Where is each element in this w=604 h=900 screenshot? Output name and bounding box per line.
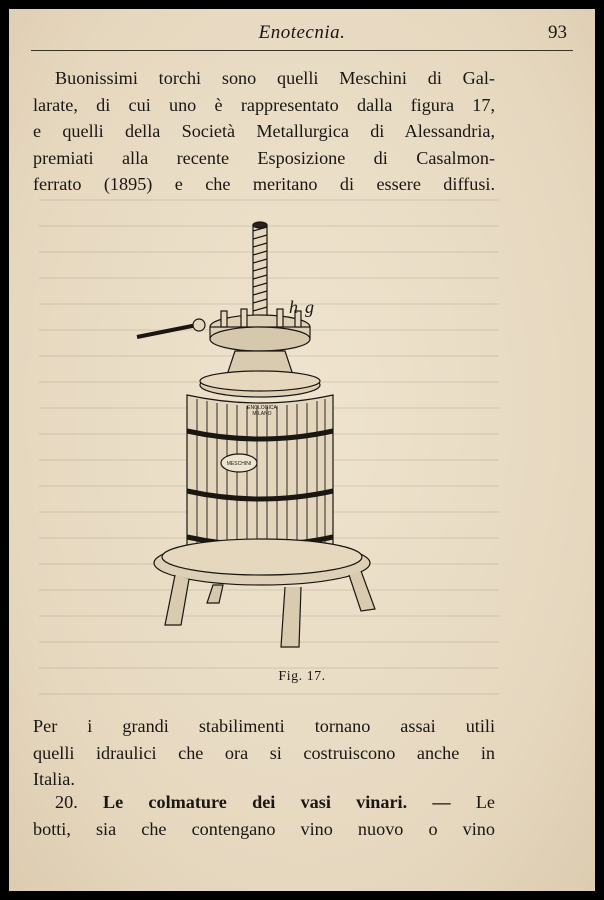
text-line: premiati alla recente Esposizione di Casalmon- bbox=[33, 147, 495, 168]
header-rule bbox=[31, 50, 573, 51]
book-page bbox=[9, 9, 595, 891]
text-line: ferrato (1895) e che meritano di essere diffusi. bbox=[33, 174, 495, 194]
press-leg bbox=[281, 587, 301, 647]
plate-text-line1: ENOLOGICA bbox=[247, 405, 277, 411]
press-barrel bbox=[187, 395, 333, 556]
page-number: 93 bbox=[548, 22, 567, 43]
em-dash: — bbox=[432, 792, 451, 812]
section-heading-line bbox=[33, 789, 495, 816]
badge-text: MESCHINI bbox=[226, 461, 252, 467]
text-line: Buonissimi torchi sono quelli Meschini di Gal- bbox=[55, 68, 495, 88]
label-g: g bbox=[305, 297, 314, 317]
press-leg bbox=[349, 571, 375, 611]
section-heading: Le colmature dei vasi vinari. bbox=[102, 792, 408, 812]
running-title: Enotecnia. bbox=[258, 22, 346, 43]
label-h: h bbox=[289, 297, 298, 317]
lever-arm bbox=[137, 325, 197, 337]
spout bbox=[207, 585, 223, 603]
section-number: 20. bbox=[55, 792, 78, 812]
running-head bbox=[31, 22, 573, 48]
section-20 bbox=[33, 789, 495, 842]
text-line: Italia. bbox=[33, 769, 75, 789]
text-line: botti, sia che contengano vino nuovo o vino bbox=[33, 818, 495, 839]
text-line: quelli idraulici che ora si costruiscono anche in bbox=[33, 742, 495, 763]
paragraph-hydraulic bbox=[33, 713, 495, 793]
paragraph-presses bbox=[33, 65, 495, 198]
plate-text-line2: MILANO bbox=[252, 411, 272, 417]
text-line: larate, di cui uno è rappresentato dalla figura 17, bbox=[33, 94, 495, 115]
section-lead-word: Le bbox=[475, 792, 495, 812]
wine-press-illustration bbox=[117, 215, 387, 655]
text-line: Per i grandi stabilimenti tornano assai utili bbox=[33, 716, 495, 736]
press-leg bbox=[165, 575, 189, 625]
figure-caption: Fig. 17. bbox=[278, 669, 326, 684]
text-line: e quelli della Società Metallurgica di Alessandria, bbox=[33, 121, 495, 141]
